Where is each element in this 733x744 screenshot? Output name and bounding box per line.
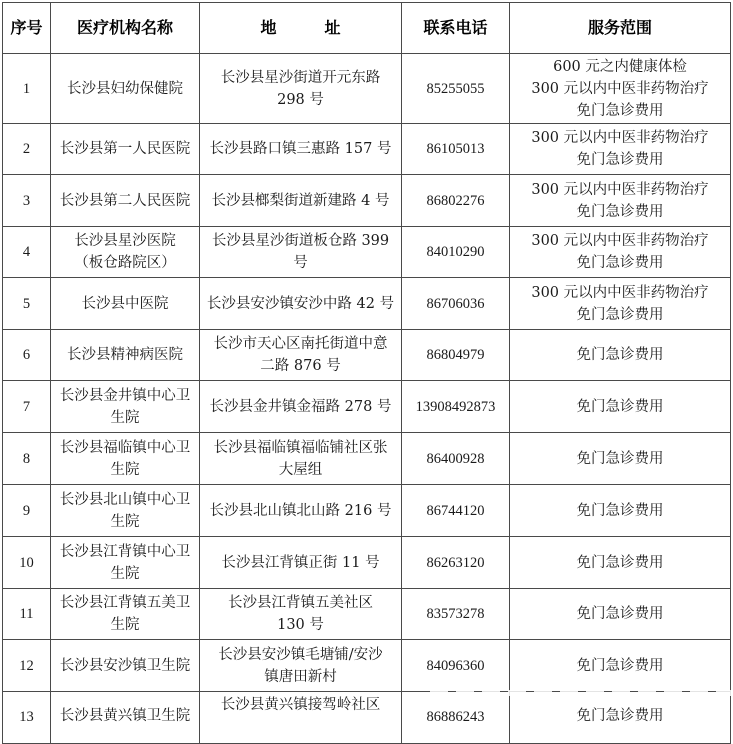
institution-name: 长沙县黄兴镇卫生院 (51, 692, 200, 744)
row-index: 8 (3, 433, 51, 485)
institution-address: 长沙县榔梨街道新建路 4 号 (200, 175, 402, 227)
institution-name: 长沙县江背镇中心卫 生院 (51, 537, 200, 589)
institution-phone: 86400928 (402, 433, 510, 485)
header-name: 医疗机构名称 (51, 3, 200, 54)
row-index: 13 (3, 692, 51, 744)
row-index: 6 (3, 330, 51, 381)
institution-phone: 86804979 (402, 330, 510, 381)
service-scope: 300 元以内中医非药物治疗 免门急诊费用 (510, 124, 731, 175)
row-index: 12 (3, 640, 51, 692)
row-index: 4 (3, 227, 51, 278)
institution-phone: 86105013 (402, 124, 510, 175)
institution-phone: 86886243 (402, 692, 510, 744)
service-scope: 300 元以内中医非药物治疗 免门急诊费用 (510, 227, 731, 278)
table-row (3, 640, 731, 692)
service-scope: 免门急诊费用 (510, 330, 731, 381)
service-scope: 免门急诊费用 (510, 640, 731, 692)
institution-address: 长沙县福临镇福临铺社区张 大屋组 (200, 433, 402, 485)
institution-phone: 85255055 (402, 54, 510, 124)
row-index: 11 (3, 589, 51, 640)
service-scope: 免门急诊费用 (510, 589, 731, 640)
table-row (3, 278, 731, 330)
institution-address: 长沙县安沙镇毛塘铺/安沙 镇唐田新村 (200, 640, 402, 692)
institution-address: 长沙市天心区南托街道中意 二路 876 号 (200, 330, 402, 381)
service-scope: 免门急诊费用 (510, 381, 731, 433)
institution-name: 长沙县福临镇中心卫 生院 (51, 433, 200, 485)
table-row (3, 537, 731, 589)
row-index: 7 (3, 381, 51, 433)
table-row (3, 175, 731, 227)
service-scope: 免门急诊费用 (510, 692, 731, 744)
header-index: 序号 (3, 3, 51, 54)
header-row (3, 3, 731, 54)
table-row (3, 330, 731, 381)
row-index: 9 (3, 485, 51, 537)
institution-phone: 83573278 (402, 589, 510, 640)
table-row (3, 124, 731, 175)
institution-address: 长沙县路口镇三惠路 157 号 (200, 124, 402, 175)
service-scope: 600 元之内健康体检 300 元以内中医非药物治疗 免门急诊费用 (510, 54, 731, 124)
institution-name: 长沙县金井镇中心卫 生院 (51, 381, 200, 433)
institution-name: 长沙县安沙镇卫生院 (51, 640, 200, 692)
table-row (3, 227, 731, 278)
row-index: 2 (3, 124, 51, 175)
institution-name: 长沙县第二人民医院 (51, 175, 200, 227)
table-row (3, 54, 731, 124)
table-row (3, 381, 731, 433)
institution-address: 长沙县星沙街道开元东路 298 号 (200, 54, 402, 124)
institution-name: 长沙县星沙医院 （板仓路院区） (51, 227, 200, 278)
medical-institutions-table (2, 2, 731, 744)
institution-phone: 86706036 (402, 278, 510, 330)
institution-name: 长沙县第一人民医院 (51, 124, 200, 175)
institution-name: 长沙县中医院 (51, 278, 200, 330)
institution-address: 长沙县江背镇五美社区 130 号 (200, 589, 402, 640)
service-scope: 300 元以内中医非药物治疗 免门急诊费用 (510, 175, 731, 227)
institution-address: 长沙县金井镇金福路 278 号 (200, 381, 402, 433)
institution-address: 长沙县安沙镇安沙中路 42 号 (200, 278, 402, 330)
service-scope: 免门急诊费用 (510, 537, 731, 589)
institution-phone: 86802276 (402, 175, 510, 227)
table-row (3, 485, 731, 537)
institution-name: 长沙县北山镇中心卫 生院 (51, 485, 200, 537)
institution-address: 长沙县北山镇北山路 216 号 (200, 485, 402, 537)
institution-name: 长沙县江背镇五美卫 生院 (51, 589, 200, 640)
institution-address: 长沙县江背镇正街 11 号 (200, 537, 402, 589)
institution-name: 长沙县妇幼保健院 (51, 54, 200, 124)
header-services: 服务范围 (510, 3, 731, 54)
service-scope: 300 元以内中医非药物治疗 免门急诊费用 (510, 278, 731, 330)
service-scope: 免门急诊费用 (510, 485, 731, 537)
table-row (3, 589, 731, 640)
service-scope: 免门急诊费用 (510, 433, 731, 485)
header-address: 地 址 (200, 3, 402, 54)
table-row (3, 692, 731, 744)
institution-phone: 84010290 (402, 227, 510, 278)
header-phone: 联系电话 (402, 3, 510, 54)
row-index: 3 (3, 175, 51, 227)
row-index: 1 (3, 54, 51, 124)
institution-phone: 86263120 (402, 537, 510, 589)
institution-name: 长沙县精神病医院 (51, 330, 200, 381)
institution-phone: 13908492873 (402, 381, 510, 433)
row-index: 5 (3, 278, 51, 330)
table-body (3, 54, 731, 744)
institution-phone: 86744120 (402, 485, 510, 537)
institution-phone: 84096360 (402, 640, 510, 692)
institution-address: 长沙县黄兴镇接驾岭社区 (200, 692, 402, 744)
table-row (3, 433, 731, 485)
institution-address: 长沙县星沙街道板仓路 399 号 (200, 227, 402, 278)
row-index: 10 (3, 537, 51, 589)
